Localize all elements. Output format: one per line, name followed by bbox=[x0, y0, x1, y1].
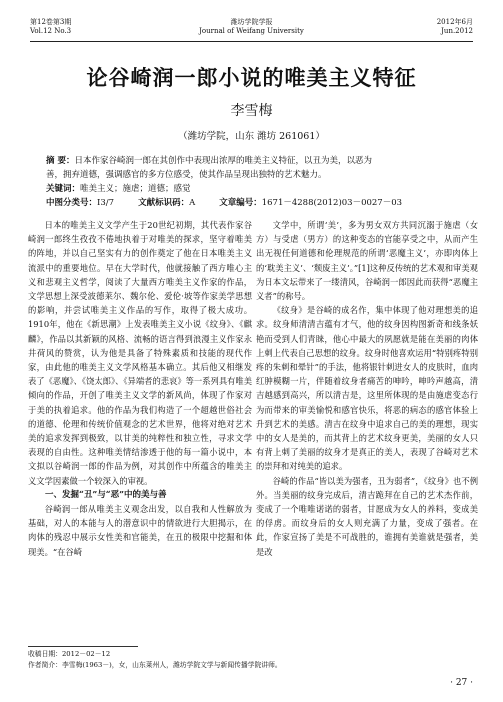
classification-row bbox=[46, 196, 457, 210]
doc-code-label: 文献标识码： bbox=[138, 198, 190, 208]
article-title: 论谷崎润一郎小说的唯美主义特征 bbox=[86, 65, 417, 90]
header-rule bbox=[30, 41, 473, 42]
body-column-right bbox=[256, 218, 478, 559]
abstract-block bbox=[46, 154, 457, 210]
header-journal: 潍坊学院学报 Journal of Weifang University bbox=[199, 18, 304, 35]
abstract-text-1: 日本作家谷崎润一郎在其创作中表现出浓厚的唯美主义特征，以丑为美，以恶为 bbox=[74, 156, 372, 166]
right-paragraph-3: 谷崎的作品“皆以美为强者，丑为弱者”，《纹身》也不例外。当美丽的纹身完成后，清吉跪拜在自己的艺术杰作前，变成了一个唯唯诺诺的弱者，甘愿成为女人的养料，变成美的俘虏。而纹身后的女人则充满了力量，变成了强者。在此，作家宣扬了美是不可战胜的，谁拥有美谁就是强者，美是改 bbox=[256, 475, 478, 557]
footnote-author-bio: 作者简介：李雪梅(1963－)，女，山东莱州人，潍坊学院文学与新闻传播学院讲师。 bbox=[28, 661, 282, 669]
footnote-received: 收稿日期：2012－02－12 bbox=[28, 650, 111, 658]
section-heading-1: 一、发掘“丑”与“恶”中的美与善 bbox=[45, 489, 167, 500]
article-affiliation: （潍坊学院，山东 潍坊 261061） bbox=[178, 131, 325, 142]
header-date: 2012年6月 Jun.2012 bbox=[436, 18, 473, 35]
header-volume: 第12卷第3期 Vol.12 No.3 bbox=[30, 18, 72, 35]
left-paragraph-1: 日本的唯美主义文学产生于20世纪初期，其代表作家谷崎润一郎终生孜孜不倦地执着于对唯美的探求，坚守着唯美的阵地，并以自己坚实有力的创作奠定了他在日本唯美主义流派中的重要地位。早在大学时代，他就接触了西方唯心主义和悲观主义哲学，阅读了大量西方唯美主义作家的作品，文学思想上深受波德莱尔、魏尔伦、爱伦·坡等作家美学思想的影响，并尝试唯美主义作品的写作，取得了极大成功。1910年，他在《新思潮》上发表唯美主义小说《纹身》、《麒麟》，作品以其新颖的风格、流畅的语言得到浪漫主义作家永井荷风的赞赏，认为他是具备了特殊素质和技能的现代作家，由此他的唯美主义文学风格基本确立。其后他又相继发表了《恶魔》、《饶太郎》、《异端者的悲哀》等一系列具有唯美倾向的作品，开创了唯美主义文学的新风尚，体现了作家对于美的执着追求。他的作品为我们构造了一个超越世俗社会的道德、伦理和传统价值观念的艺术世界，他将对绝对艺术美的追求发挥到极致，以甘美的纯粹性和独立性，寻求文学表现的自由性。这种唯美情结渗透于他的每一篇小说中，本文拟以谷崎润一郎的作品为例，对其创作中所蕴含的唯美主义文学因素做一个较深入的审视。 bbox=[28, 220, 253, 486]
left-paragraph-2: 谷崎润一郎从唯美主义观念出发，以自我和人性解放为基础，对人的本能与人的潜意识中的情欲进行大胆揭示，在肉体的残忍中展示女性美和官能美，在丑的极限中挖掘和体现美。“在谷崎 bbox=[28, 504, 252, 557]
right-paragraph-1: 文学中，所谓‘美’，多为男女双方共同沉溺于施虐（女方）与受虐（男方）的这种变态的官能享受之中，从而产生出无视任何道德和伦理规范的所谓‘恶魔主义’，亦即肉体上的‘耽美主义’、‘颓废主义’。”[1]这种反传统的艺术观和审美观为日本文坛带来了一缕清风，谷崎润一郎因此而获得“恶魔主义者”的称号。 bbox=[256, 220, 478, 302]
abstract-line-2: 善，拥弃道德，强调感官的多方位感受，使其作品呈现出独特的艺术魅力。 bbox=[46, 170, 327, 180]
clc-label: 中图分类号： bbox=[46, 198, 98, 208]
right-paragraph-2: 《纹身》是谷崎的成名作，集中体现了他对理想美的追求。纹身师清清吉蕴有才气，他的纹身因构图新奇和线条妖艳而受到人们青睐，他心中最大的夙愿就是能在美丽的肉体上刺上代表自己思想的纹身。纹身时他喜欢运用“特别疼特别疼的朱刺和晕针”的手法，他将银针刺进女人的皮肤时，血肉红肿模糊一片，伴随着纹身者痛苦的呻吟，呻吟声越高，清吉越感到高兴，所以清吉是，这里所体现的是由施虐变态行为而带来的审美愉悦和感官快乐，将恶的病态的感官体验上升到艺术的美感。清吉在纹身中追求自己的美的理想，现实中的女人是美的，而其背上的艺术纹身更美，美丽的女人只有背上刺了美丽的纹身才是真正的美人，表现了谷崎对艺术的崇拜和对纯美的追求。 bbox=[256, 305, 478, 472]
body-column-left bbox=[28, 218, 252, 559]
running-header bbox=[30, 18, 473, 40]
abstract-line-1 bbox=[46, 154, 457, 168]
footnote-rule bbox=[28, 646, 138, 647]
abstract-label: 摘 要： bbox=[46, 156, 75, 166]
article-id-value: 1671－4288(2012)03－0027－03 bbox=[261, 198, 403, 208]
keywords-text: 唯美主义；施虐；道德；感觉 bbox=[80, 184, 191, 194]
clc-value: I3/7 bbox=[97, 198, 115, 208]
doc-code-value: A bbox=[189, 198, 196, 208]
page-number: · 27 · bbox=[450, 678, 473, 688]
keywords-row bbox=[46, 182, 457, 196]
keywords-label: 关键词： bbox=[46, 184, 81, 194]
article-id-label: 文章编号： bbox=[219, 198, 262, 208]
article-author: 李雪梅 bbox=[230, 103, 273, 119]
